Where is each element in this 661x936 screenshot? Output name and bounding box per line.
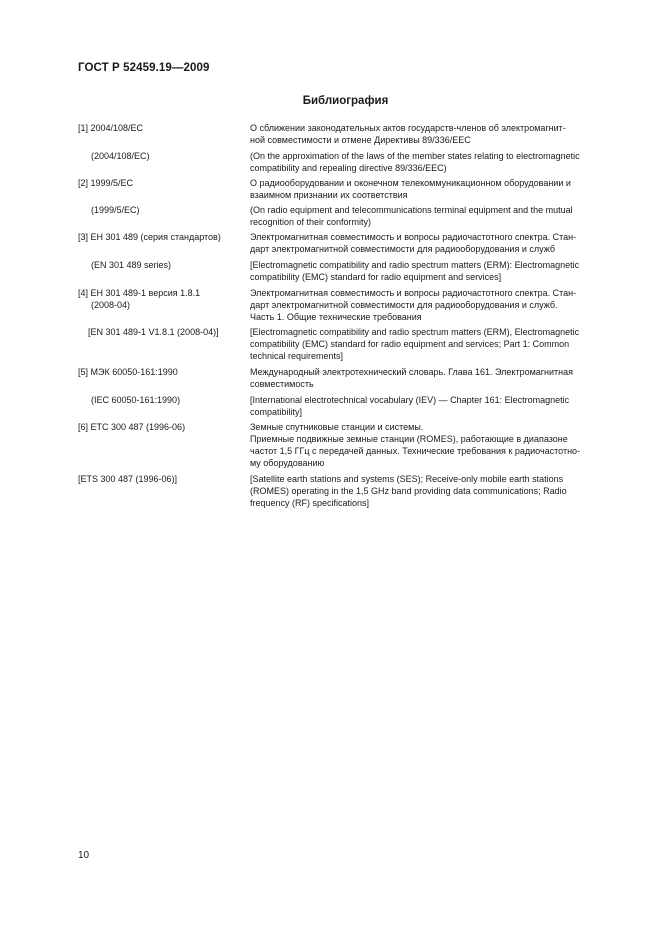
entry-reference: [5] МЭК 60050-161:1990 <box>78 367 178 377</box>
bibliography-entry <box>78 231 616 255</box>
bibliography-entry <box>78 150 616 174</box>
entry-reference: (1999/5/EC) <box>91 205 140 215</box>
bibliography-entry <box>78 122 616 146</box>
entry-description: [International electrotechnical vocabulary (IEV) — Chapter 161: Electromagnetic compatibility] <box>250 395 570 417</box>
entry-reference: [EN 301 489-1 V1.8.1 (2008-04)] <box>88 327 219 337</box>
document-header: ГОСТ Р 52459.19—2009 <box>78 62 210 74</box>
bibliography-entry <box>78 287 616 323</box>
bibliography-entry <box>78 177 616 201</box>
entry-description: О радиооборудовании и оконечном телекоммуникационном оборудовании и взаимном признании их соответствия <box>250 178 571 200</box>
entry-description: Международный электротехнический словарь. Глава 161. Электромагнитная совместимость <box>250 367 574 389</box>
bibliography-entry <box>78 259 616 283</box>
entry-reference: (EN 301 489 series) <box>91 260 172 270</box>
bibliography-entry <box>78 473 616 509</box>
entry-description: (On radio equipment and telecommunications terminal equipment and the mutual recognition of their conformity) <box>250 205 573 227</box>
entry-description: (On the approximation of the laws of the member states relating to electromagnetic compatibility and repealing directive 89/336/EEC) <box>250 151 580 173</box>
page-number: 10 <box>78 850 90 861</box>
entry-reference: [3] ЕН 301 489 (серия стандартов) <box>78 232 221 242</box>
entry-description: Электромагнитная совместимость и вопросы радиочастотного спектра. Стан- дарт электромагнитной совместимости для радиооборудования и служб <box>250 232 577 254</box>
entry-reference: [6] ЕТС 300 487 (1996-06) <box>78 422 186 432</box>
bibliography-entry <box>78 326 616 362</box>
entry-reference: [4] ЕН 301 489-1 версия 1.8.1 (2008-04) <box>78 288 201 310</box>
entry-description: [Electromagnetic compatibility and radio spectrum matters (ERM), Electromagnetic compatibility (EMC) standard for radio equipment and services; Part 1: Common technical requirements] <box>250 327 580 361</box>
entry-reference: (IEC 60050-161:1990) <box>91 395 181 405</box>
entry-description: Электромагнитная совместимость и вопросы радиочастотного спектра. Стан- дарт электромагнитной совместимости для радиооборудования и служб. Часть 1. Общие технические требования <box>250 288 577 322</box>
bibliography-entry <box>78 366 616 390</box>
entry-reference: [ETS 300 487 (1996-06)] <box>78 474 178 484</box>
entry-reference: [1] 2004/108/ЕС <box>78 123 144 133</box>
bibliography-title: Библиография <box>302 95 389 107</box>
entry-description: [Electromagnetic compatibility and radio spectrum matters (ERM): Electromagnetic compatibility (EMC) standard for radio equipment and services] <box>250 260 580 282</box>
entry-description: [Satellite earth stations and systems (SES); Receive-only mobile earth stations (ROMES) operating in the 1,5 GHz band providing data communications; Radio frequency (RF) specifications] <box>250 474 567 508</box>
entry-reference: [2] 1999/5/ЕС <box>78 178 134 188</box>
bibliography-entry <box>78 421 616 469</box>
bibliography-list <box>78 122 616 509</box>
entry-description: Земные спутниковые станции и системы. Приемные подвижные земные станции (ROMES), работающие в диапазоне частот 1,5 ГГц с передачей данных. Технические требования к радиочастотно- му оборудованию <box>250 422 581 468</box>
bibliography-entry <box>78 204 616 228</box>
entry-reference: (2004/108/EC) <box>91 151 150 161</box>
entry-description: О сближении законодательных актов государств-членов об электромагнит- ной совместимости и отмене Директивы 89/336/ЕЕС <box>250 123 566 145</box>
bibliography-entry <box>78 394 616 418</box>
